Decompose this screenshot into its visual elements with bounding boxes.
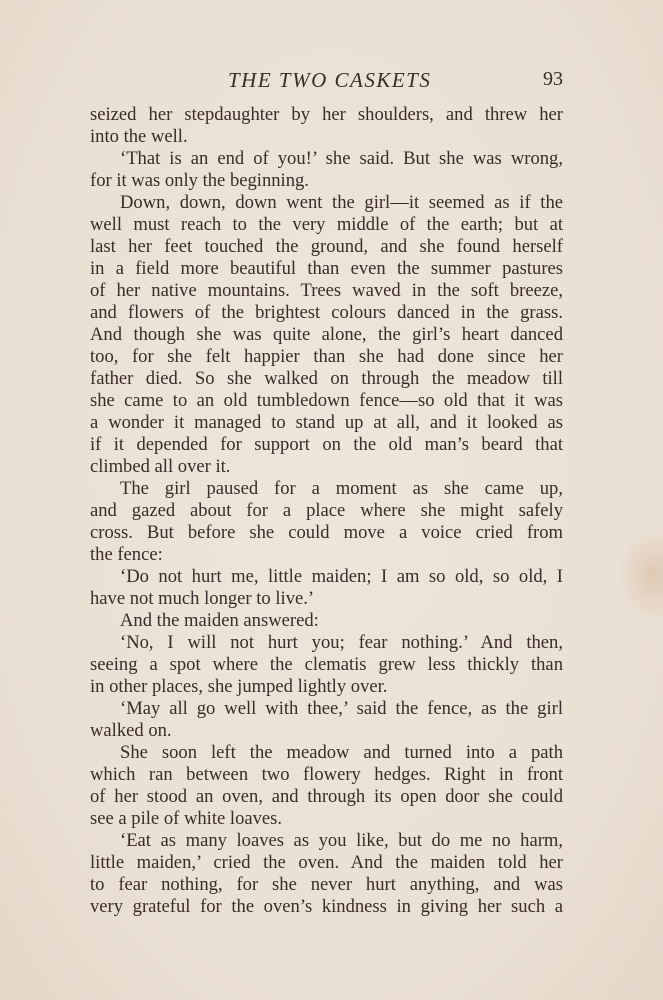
text-line: and gazed about for a place where she might safely [90, 500, 563, 521]
text-line: ‘That is an end of you!’ she said. But she was wrong, [120, 148, 563, 169]
page-number: 93 [543, 68, 563, 90]
text-line: too, for she felt happier than she had done since her [90, 346, 563, 367]
text-line: walked on. [90, 720, 172, 741]
text-line: very grateful for the oven’s kindness in giving her such a [90, 896, 563, 917]
text-line: the fence: [90, 544, 163, 565]
text-line: of her stood an oven, and through its open door she could [90, 786, 563, 807]
text-line: The girl paused for a moment as she came up, [120, 478, 563, 499]
text-line: a wonder it managed to stand up at all, and it looked as [90, 412, 563, 433]
text-line: in a field more beautiful than even the summer pastures [90, 258, 563, 279]
text-line: And though she was quite alone, the girl’s heart danced [90, 324, 563, 345]
text-line: last her feet touched the ground, and she found herself [90, 236, 563, 257]
text-line: little maiden,’ cried the oven. And the maiden told her [90, 852, 563, 873]
text-line: ‘Eat as many loaves as you like, but do me no harm, [120, 830, 563, 851]
text-line: climbed all over it. [90, 456, 231, 477]
paper-stain [618, 530, 663, 620]
text-line: she came to an old tumbledown fence—so old that it was [90, 390, 563, 411]
text-line: ‘Do not hurt me, little maiden; I am so old, so old, I [120, 566, 563, 587]
text-line: ‘No, I will not hurt you; fear nothing.’ And then, [120, 632, 563, 653]
text-line: see a pile of white loaves. [90, 808, 283, 829]
text-line: well must reach to the very middle of the earth; but at [90, 214, 563, 235]
text-line: into the well. [90, 126, 188, 147]
running-title: THE TWO CASKETS [228, 68, 432, 92]
text-line: seized her stepdaughter by her shoulders, and threw her [90, 104, 563, 125]
text-line: of her native mountains. Trees waved in the soft breeze, [90, 280, 563, 301]
text-line: to fear nothing, for she never hurt anything, and was [90, 874, 563, 895]
text-line: in other places, she jumped lightly over. [90, 676, 388, 697]
text-line: if it depended for support on the old man’s beard that [90, 434, 563, 455]
text-line: have not much longer to live.’ [90, 588, 315, 609]
text-line: Down, down, down went the girl—it seemed as if the [120, 192, 563, 213]
text-line: which ran between two flowery hedges. Right in front [90, 764, 563, 785]
page-header [90, 68, 563, 96]
text-line: father died. So she walked on through the meadow till [90, 368, 563, 389]
text-line: seeing a spot where the clematis grew less thickly than [90, 654, 563, 675]
text-line: And the maiden answered: [120, 610, 319, 631]
text-line: ‘May all go well with thee,’ said the fence, as the girl [120, 698, 563, 719]
text-line: cross. But before she could move a voice cried from [90, 522, 563, 543]
body-text [90, 104, 563, 918]
text-line: She soon left the meadow and turned into a path [120, 742, 563, 763]
text-line: and flowers of the brightest colours danced in the grass. [90, 302, 563, 323]
text-line: for it was only the beginning. [90, 170, 309, 191]
